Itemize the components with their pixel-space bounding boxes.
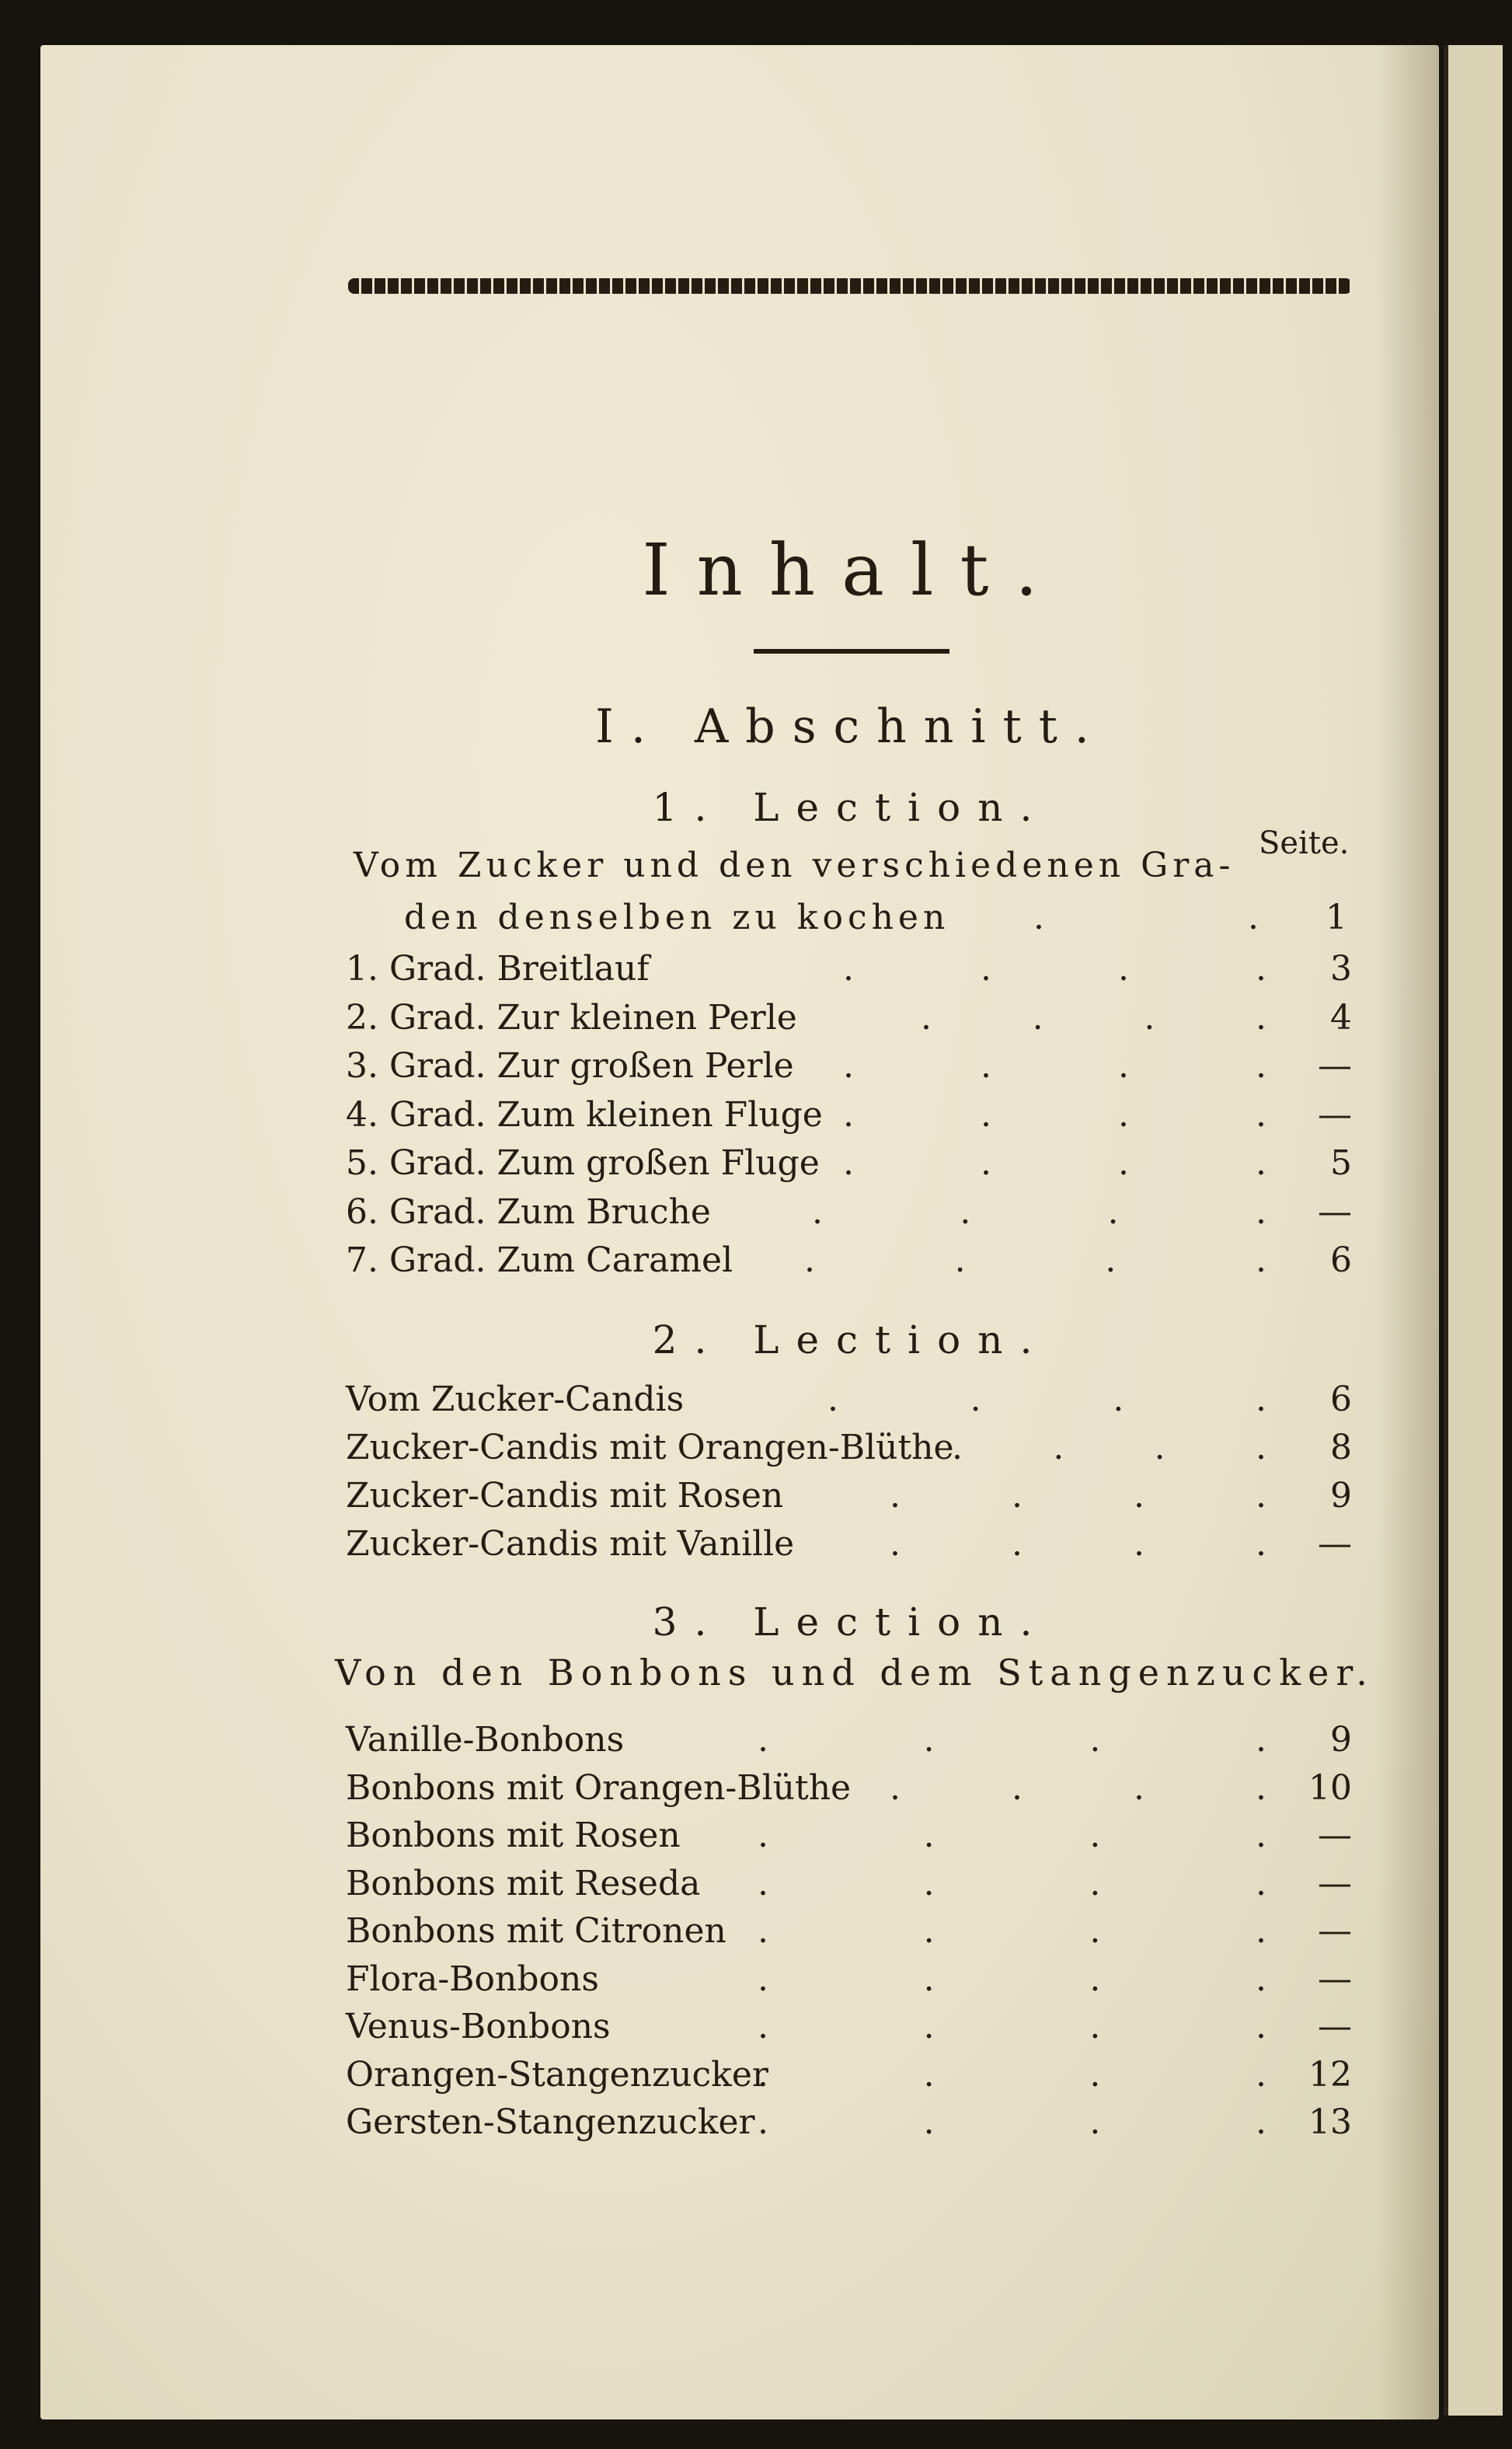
entry-page: — [1318,2007,1352,2046]
toc-entry [346,1141,1352,1186]
entry-title: 2. Grad. Zur kleinen Perle [346,997,797,1038]
entry-title: Gersten-Stangenzucker [346,2102,755,2142]
entry-title: den denselben zu kochen [404,898,950,937]
lection-3-heading: 3. Lection. [652,1600,1050,1645]
entry-page: 1 [1326,898,1352,937]
toc-entry [346,996,1352,1041]
page-shadow [1377,45,1439,2419]
leader-dots: . . . . [758,1911,1266,1951]
leader-dots: . . . . [843,1094,1266,1135]
toc-entry [346,1813,1352,1858]
entry-page: 8 [1330,1428,1352,1467]
lection-1-heading: 1. Lection. [652,785,1050,830]
entry-page: — [1318,1524,1352,1564]
leader-dots: . . . . [843,949,1266,989]
leader-dots: . . . . [890,1524,1266,1564]
toc-entry [346,1766,1352,1811]
toc-entry [346,1957,1352,2002]
entry-page: — [1318,1863,1352,1903]
toc-entry [346,1093,1352,1138]
leader-dots: . . . . [952,1428,1266,1467]
leader-dots: . . . . [843,1046,1266,1086]
page-column-label: Seite. [1259,825,1350,861]
leader-dots: . . . . [843,1143,1266,1183]
leader-dots: . . . . [758,2054,1266,2095]
toc-entry [346,1425,1352,1470]
entry-title: Zucker-Candis mit Rosen [346,1476,784,1516]
entry-title: Bonbons mit Reseda [346,1863,701,1903]
entry-title: Zucker-Candis mit Orangen-Blüthe [346,1428,954,1467]
leader-dots: . . [1033,898,1259,937]
entry-page: 9 [1330,1720,1352,1760]
toc-entry [346,1377,1352,1422]
toc-entry [346,1522,1352,1567]
entry-page: — [1318,1816,1352,1855]
entry-page: 13 [1308,2102,1352,2142]
entry-page: — [1318,1046,1352,1086]
entry-title: Vanille-Bonbons [346,1720,625,1760]
entry-page: — [1318,1959,1352,1999]
adjacent-page-edge [1444,45,1503,2416]
page-title: Inhalt. [642,529,1064,612]
entry-title: Bonbons mit Orangen-Blüthe [346,1767,852,1808]
lection-1-intro-line1: Vom Zucker und den verschiedenen Gra- [354,846,1235,885]
leader-dots: . . . . [758,1863,1266,1903]
leader-dots: . . . . [921,997,1266,1038]
lection-3-subheading: Von den Bonbons und dem Stangenzucker. [335,1652,1374,1694]
entry-title: 1. Grad. Breitlauf [346,949,650,989]
leader-dots: . . . . [758,1720,1266,1760]
lection-1-intro-line2 [404,895,1352,940]
toc-entry [346,1718,1352,1763]
leader-dots: . . . . [758,2102,1266,2142]
toc-entry [346,1190,1352,1235]
entry-page: — [1318,1094,1352,1135]
toc-entry [346,1909,1352,1954]
entry-page: — [1318,1911,1352,1951]
entry-title: Flora-Bonbons [346,1959,599,1999]
entry-title: 7. Grad. Zum Caramel [346,1240,733,1280]
toc-entry [346,1474,1352,1519]
toc-entry [346,2004,1352,2050]
entry-title: Vom Zucker-Candis [346,1380,685,1419]
entry-title: Venus-Bonbons [346,2007,611,2046]
toc-entry [346,2053,1352,2098]
entry-title: Bonbons mit Rosen [346,1816,681,1855]
toc-entry [346,1044,1352,1089]
entry-title: 5. Grad. Zum großen Fluge [346,1143,820,1183]
entry-page: — [1318,1191,1352,1232]
entry-title: 4. Grad. Zum kleinen Fluge [346,1094,823,1135]
section-heading: I. Abschnitt. [595,699,1106,754]
toc-entry [346,947,1352,992]
entry-page: 5 [1330,1143,1352,1183]
entry-title: Bonbons mit Citronen [346,1911,726,1951]
title-underline [754,649,949,654]
entry-title: 6. Grad. Zum Bruche [346,1191,711,1232]
entry-page: 3 [1330,949,1352,989]
entry-title: 3. Grad. Zur großen Perle [346,1046,794,1086]
entry-title: Zucker-Candis mit Vanille [346,1524,795,1564]
leader-dots: . . . . [890,1476,1266,1516]
toc-entry [346,2100,1352,2145]
entry-title: Orangen-Stangenzucker [346,2054,768,2095]
entry-page: 6 [1330,1380,1352,1419]
toc-entry [346,1238,1352,1283]
leader-dots: . . . . [827,1380,1266,1419]
entry-page: 9 [1330,1476,1352,1516]
entry-page: 10 [1308,1767,1352,1808]
entry-page: 12 [1308,2054,1352,2095]
toc-entry [346,1861,1352,1907]
leader-dots: . . . . [812,1191,1266,1232]
leader-dots: . . . . [758,1959,1266,1999]
ornamental-rule [348,278,1352,294]
leader-dots: . . . . [804,1240,1266,1280]
lection-2-heading: 2. Lection. [652,1317,1050,1362]
leader-dots: . . . . [758,1816,1266,1855]
entry-page: 4 [1330,997,1352,1038]
leader-dots: . . . . [890,1767,1266,1808]
leader-dots: . . . . [758,2007,1266,2046]
entry-page: 6 [1330,1240,1352,1280]
